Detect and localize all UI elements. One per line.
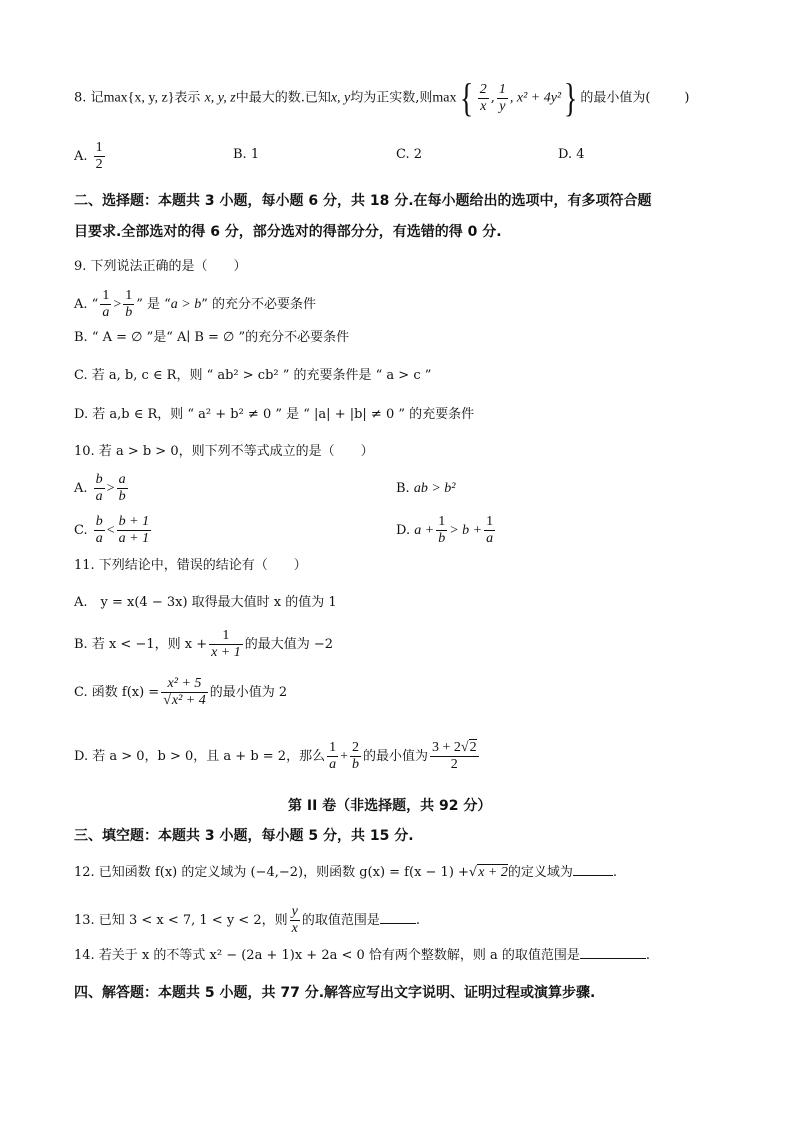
fraction: $\frac{1}{y}$ — [498, 81, 506, 114]
q10-option-a: A. $\frac{b}{a}$ > $\frac{a}{b}$ — [74, 472, 126, 504]
section-2-heading-line2: 目要求.全部选对的得 6 分，部分选对的得部分分，有选错的得 0 分. — [74, 224, 502, 240]
q9-option-d: D. 若 a,b ∈ R，则 “ a² + b² ≠ 0 ” 是 “ |a| + |b| ≠ 0 ” 的充要条件 — [74, 407, 475, 422]
q11-option-c: C. 函数 f(x) = $\frac{\text{x² + 5}}{\text{√x² + 4}}$ 的最小值为 2 — [74, 676, 288, 708]
question-14: 14. 若关于 x 的不等式 x² − (2a + 1)x + 2a < 0 恰有两个整数解，则 a 的取值范围是 . — [74, 948, 651, 963]
question-12: 12. 已知函数 f(x) 的定义域为 (−4,−2)，则函数 g(x) = f(x − 1) +√x + 2的定义域为 . — [74, 865, 618, 880]
question-13: 13. 已知 3 < x < 7, 1 < y < 2，则 $\frac{y}{x}$ 的取值范围是 . — [74, 904, 420, 936]
q8-option-d: D. 4 — [558, 147, 585, 162]
q9-option-a: A. “ $\frac{1}{a}$ > $\frac{1}{b}$ ” 是 “a > b” 的充分不必要条件 — [74, 288, 317, 320]
q10-option-c: C. $\frac{b}{a}$ < $\frac{b + 1}{a + 1}$ — [74, 514, 150, 546]
q8-option-c: C. 2 — [396, 147, 423, 162]
question-11-stem: 11. 下列结论中，错误的结论有（ ） — [74, 558, 307, 573]
part-2-title: 第 II 卷（非选择题，共 92 分） — [288, 798, 492, 814]
q11-option-a: A. y = x(4 − 3x) 取得最大值时 x 的值为 1 — [74, 595, 337, 610]
question-10-stem: 10. 若 a > b > 0，则下列不等式成立的是（ ） — [74, 444, 374, 459]
question-8: 8. 记max{x, y, z}表示 x, y, z中最大的数.已知x, y均为正实数,则max{ $\frac{2}{x}$ , $\frac{1}{y}$ , x² + 4y²} 的最小值为( ) — [74, 75, 690, 120]
q8-number: 8. — [74, 90, 87, 106]
section-2-heading-line1: 二、选择题：本题共 3 小题，每小题 6 分，共 18 分.在每小题给出的选项中，有多项符合题 — [74, 193, 652, 209]
q11-option-d: D. 若 a > 0，b > 0，且 a + b = 2，那么 $\frac{1}{a}$ + $\frac{2}{b}$ 的最小值为 $\frac{3 + 2√2}{2}$ — [74, 740, 477, 772]
question-9-stem: 9. 下列说法正确的是（ ） — [74, 259, 247, 274]
section-4-heading: 四、解答题：本题共 5 小题，共 77 分.解答应写出文字说明、证明过程或演算步骤. — [74, 985, 596, 1001]
q8-option-a: A. $\frac{1}{2}$ — [74, 140, 103, 172]
answer-blank[interactable] — [580, 958, 646, 959]
q9-option-c: C. 若 a, b, c ∈ R，则 “ ab² > cb² ” 的充要条件是 “ a > c ” — [74, 368, 432, 383]
q10-option-d: D. a + $\frac{1}{b}$ > b + $\frac{1}{a}$ — [396, 514, 494, 546]
answer-blank[interactable] — [573, 875, 613, 876]
answer-blank[interactable] — [380, 923, 416, 924]
q10-option-b: B. ab > b² — [396, 481, 456, 496]
q11-option-b: B. 若 x < −1，则 x + $\frac{1}{x + 1}$ 的最大值为 −2 — [74, 628, 334, 660]
q9-option-b: B. “ A = ∅ ”是“ A∣ B = ∅ ”的充分不必要条件 — [74, 330, 350, 345]
q8-option-b: B. 1 — [233, 147, 260, 162]
fraction: $\frac{2}{x}$ — [479, 81, 487, 114]
section-3-heading: 三、填空题：本题共 3 小题，每小题 5 分，共 15 分. — [74, 828, 414, 844]
